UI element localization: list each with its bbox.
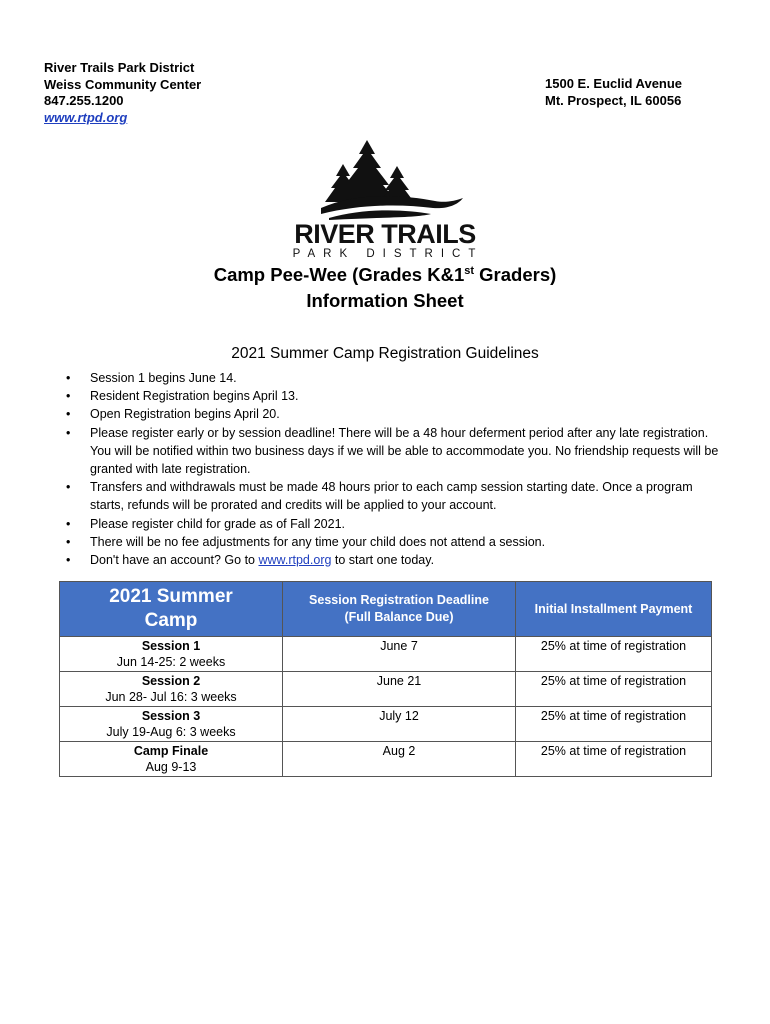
guideline-text: Open Registration begins April 20. xyxy=(90,407,280,422)
session-cell xyxy=(60,672,283,707)
session-cell xyxy=(60,742,283,777)
guideline-text-before: Don't have an account? Go to xyxy=(90,553,259,568)
list-item xyxy=(66,515,728,533)
address-line-1: 1500 E. Euclid Avenue xyxy=(545,76,683,91)
session-dates: Aug 9-13 xyxy=(145,760,197,774)
table-row xyxy=(60,742,712,777)
header-registration-deadline: Session Registration Deadline (Full Balance Due) xyxy=(283,582,516,637)
guideline-text: Resident Registration begins April 13. xyxy=(90,389,299,404)
camp-sessions-table xyxy=(59,581,712,777)
payment-cell: 25% at time of registration xyxy=(516,707,712,742)
page-title xyxy=(0,262,770,314)
deadline-cell: June 7 xyxy=(283,637,516,672)
list-item xyxy=(66,551,728,569)
session-name: Camp Finale xyxy=(133,744,209,758)
river-trails-logo xyxy=(285,138,485,260)
deadline-cell: July 12 xyxy=(283,707,516,742)
session-dates: Jun 28- Jul 16: 3 weeks xyxy=(105,690,237,704)
guideline-text: Please register child for grade as of Fall 2021. xyxy=(90,516,345,531)
logo-subtitle: PARK DISTRICT xyxy=(292,248,484,260)
session-dates: Jun 14-25: 2 weeks xyxy=(116,655,226,669)
session-cell xyxy=(60,637,283,672)
payment-cell: 25% at time of registration xyxy=(516,672,712,707)
guideline-text: Transfers and withdrawals must be made 48 hours prior to each camp session starting date. Once a program starts, refunds will be prorated and credits will be applied to your account. xyxy=(90,480,693,513)
center-name: Weiss Community Center xyxy=(44,76,202,92)
session-name: Session 3 xyxy=(141,709,201,723)
org-contact-block xyxy=(44,60,201,126)
deadline-cell: Aug 2 xyxy=(283,742,516,777)
bullet-icon: • xyxy=(66,407,71,422)
payment-cell: 25% at time of registration xyxy=(516,742,712,777)
deadline-cell: June 21 xyxy=(283,672,516,707)
session-name: Session 1 xyxy=(141,639,201,653)
payment-cell: 25% at time of registration xyxy=(516,637,712,672)
bullet-icon: • xyxy=(66,480,71,495)
pine-trees-icon xyxy=(285,138,485,220)
list-item xyxy=(66,533,728,551)
org-name: River Trails Park District xyxy=(44,60,195,75)
address-line-2: Mt. Prospect, IL 60056 xyxy=(545,92,682,108)
bullet-icon: • xyxy=(66,389,71,404)
header-installment-payment: Initial Installment Payment xyxy=(516,582,712,637)
bullet-icon: • xyxy=(66,534,71,549)
guidelines-heading: 2021 Summer Camp Registration Guidelines xyxy=(231,345,539,362)
phone-number: 847.255.1200 xyxy=(44,93,124,108)
session-dates: July 19-Aug 6: 3 weeks xyxy=(106,725,236,739)
account-website-link[interactable]: www.rtpd.org xyxy=(258,553,332,568)
bullet-icon: • xyxy=(66,553,71,568)
list-item xyxy=(66,424,728,479)
guideline-text: Please register early or by session deadline! There will be a 48 hour deferment period after any late registration. You will be notified within two business days if we will be able to accommodate you. No friendship requests will be granted with late registration. xyxy=(90,425,719,477)
list-item xyxy=(66,387,728,405)
guideline-text-after: to start one today. xyxy=(331,553,435,568)
bullet-icon: • xyxy=(66,516,71,531)
title-prefix: Camp Pee-Wee (Grades K&1 xyxy=(213,264,465,285)
guideline-text: There will be no fee adjustments for any time your child does not attend a session. xyxy=(90,534,546,549)
session-name: Session 2 xyxy=(141,674,201,688)
list-item xyxy=(66,405,728,423)
title-superscript: st xyxy=(464,265,475,277)
table-row xyxy=(60,637,712,672)
logo-wordmark: RIVER TRAILS xyxy=(294,219,476,249)
list-item xyxy=(66,478,728,514)
title-suffix: Graders) xyxy=(474,264,557,285)
guideline-text: Session 1 begins June 14. xyxy=(90,371,237,385)
website-link[interactable]: www.rtpd.org xyxy=(44,109,128,125)
guidelines-list xyxy=(66,369,728,569)
table-row xyxy=(60,672,712,707)
session-cell xyxy=(60,707,283,742)
list-item xyxy=(66,369,728,387)
bullet-icon: • xyxy=(66,371,71,385)
title-line-2: Information Sheet xyxy=(306,290,464,311)
address-block xyxy=(545,76,682,109)
table-row xyxy=(60,707,712,742)
table-header-row xyxy=(60,582,712,637)
header-summer-camp: 2021 Summer Camp xyxy=(60,582,283,637)
bullet-icon: • xyxy=(66,425,71,440)
